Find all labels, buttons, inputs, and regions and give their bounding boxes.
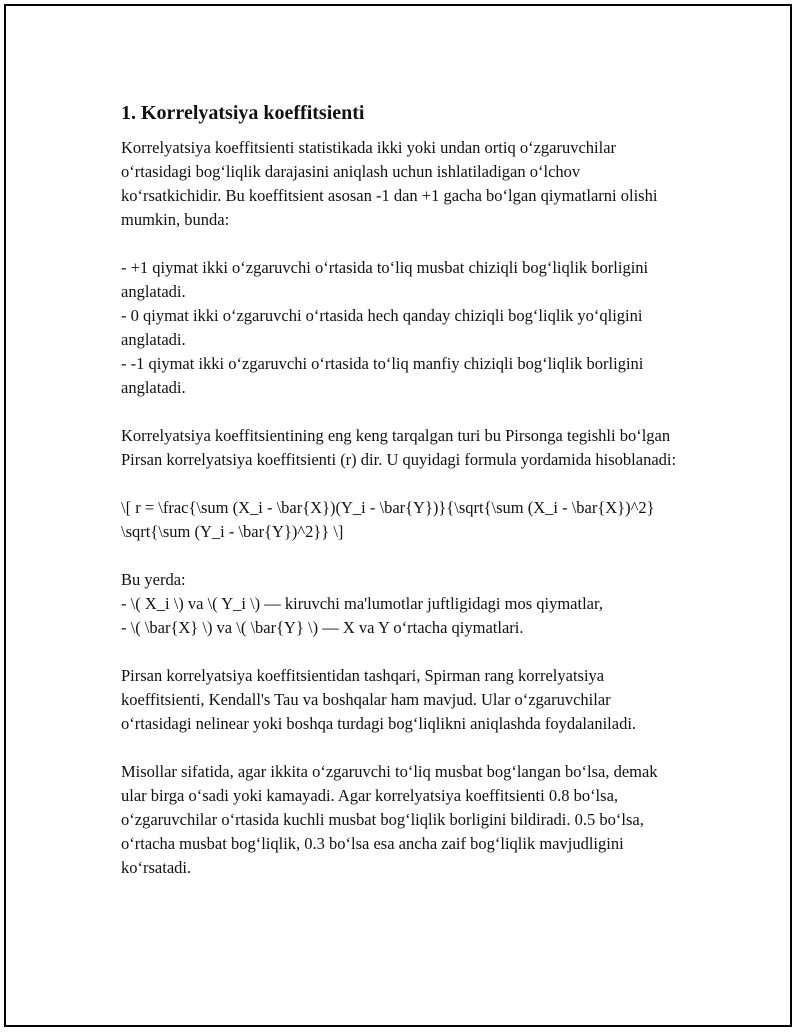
values-list [121,256,681,400]
where-block [121,568,681,640]
where-label: Bu yerda: [121,570,186,589]
where-item-pairs: - \( X_i \) va \( Y_i \) — kiruvchi ma'lumotlar juftligidagi mos qiymatlar, [121,594,603,613]
document-page [4,4,792,1027]
other-types-paragraph: Pirsan korrelyatsiya koeffitsientidan tashqari, Spirman rang korrelyatsiya koeffitsienti, Kendall's Tau va boshqalar ham mavjud. Ular o‘zgaruvchilar o‘rtasidagi nelinear yoki boshqa turdagi bog‘liqlikni aniqlashda foydalaniladi. [121,666,637,733]
section-heading: 1. Korrelyatsiya koeffitsienti [121,102,365,124]
where-item-means: - \( \bar{X} \) va \( \bar{Y} \) — X va Y o‘rtacha qiymatlari. [121,618,524,637]
value-item-zero: - 0 qiymat ikki o‘zgaruvchi o‘rtasida hech qanday chiziqli bog‘liqlik yo‘qligini anglatadi. [121,306,643,349]
value-item-positive: - +1 qiymat ikki o‘zgaruvchi o‘rtasida to‘liq musbat chiziqli bog‘liqlik borligini anglatadi. [121,258,649,301]
pearson-intro-paragraph: Korrelyatsiya koeffitsientining eng keng tarqalgan turi bu Pirsonga tegishli bo‘lgan Pirsan korrelyatsiya koeffitsienti (r) dir. U quyidagi formula yordamida hisoblanadi: [121,426,677,469]
document-body [121,100,681,904]
value-item-negative: - -1 qiymat ikki o‘zgaruvchi o‘rtasida to‘liq manfiy chiziqli bog‘liqlik borligini anglatadi. [121,354,644,397]
examples-paragraph: Misollar sifatida, agar ikkita o‘zgaruvchi to‘liq musbat bog‘langan bo‘lsa, demak ular birga o‘sadi yoki kamayadi. Agar korrelyatsiya koeffitsienti 0.8 bo‘lsa, o‘zgaruvchilar o‘rtasida kuchli musbat bog‘liqlik borligini bildiradi. 0.5 bo‘lsa, o‘rtacha musbat bog‘liqlik, 0.3 bo‘lsa esa ancha zaif bog‘liqlik mavjudligini ko‘rsatadi. [121,762,658,877]
formula-text: \[ r = \frac{\sum (X_i - \bar{X})(Y_i - \bar{Y})}{\sqrt{\sum (X_i - \bar{X})^2} \sqrt{\sum (Y_i - \bar{Y})^2}} \] [121,498,655,541]
intro-paragraph: Korrelyatsiya koeffitsienti statistikada ikki yoki undan ortiq o‘zgaruvchilar o‘rtasidagi bog‘liqlik darajasini aniqlash uchun ishlatiladigan o‘lchov ko‘rsatkichidir. Bu koeffitsient asosan -1 dan +1 gacha bo‘lgan qiymatlarni olishi mumkin, bunda: [121,138,658,229]
